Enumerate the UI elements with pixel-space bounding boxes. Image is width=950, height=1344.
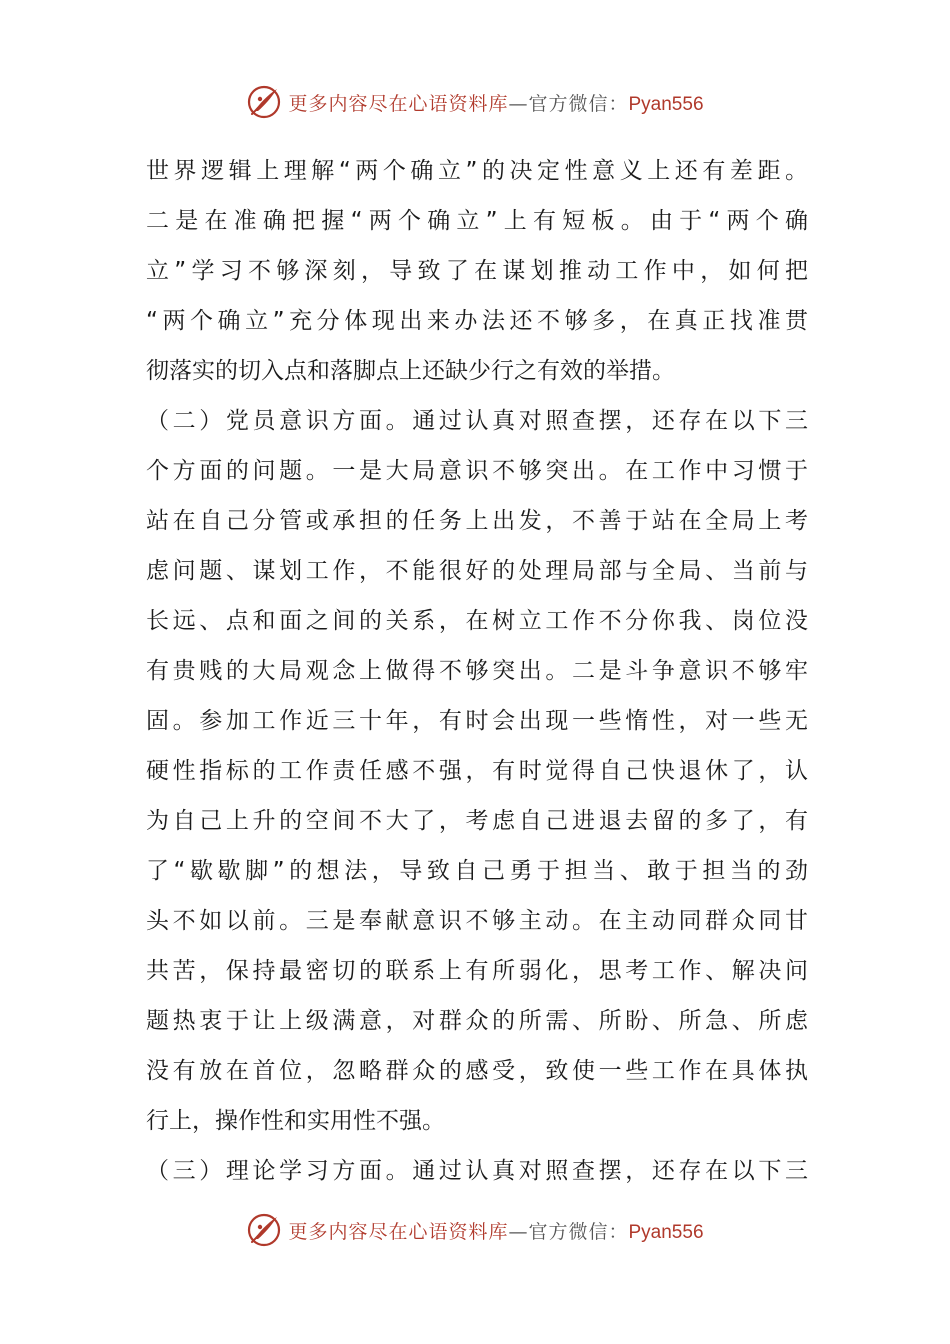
header-wechat-label: 官方微信： [528,92,629,115]
document-line: （三）理论学习方面。通过认真对照查摆，还存在以下三 [146,1158,808,1184]
document-line: 共苦，保持最密切的联系上有所弱化，思考工作、解决问 [146,958,808,984]
header-wechat-id: Pyan556 [628,93,704,115]
document-line: 虑问题、谋划工作，不能很好的处理局部与全局、当前与 [146,558,808,584]
document-line: 立”学习不够深刻，导致了在谋划推动工作中，如何把 [146,258,808,284]
footer-wechat-id: Pyan556 [628,1221,704,1243]
footer-banner-text [288,1217,703,1244]
footer-dash: — [508,1220,529,1243]
document-line: 硬性指标的工作责任感不强，有时觉得自己快退休了，认 [146,758,808,784]
document-line: 头不如以前。三是奉献意识不够主动。在主动同群众同甘 [146,908,808,934]
page-footer [0,1208,950,1252]
document-line: 世界逻辑上理解“两个确立”的决定性意义上还有差距。 [146,158,808,184]
document-line: 固。参加工作近三十年，有时会出现一些惰性，对一些无 [146,708,808,734]
header-banner-text [288,89,703,116]
quill-logo-icon [246,1212,282,1248]
header-site-text: 更多内容尽在心语资料库 [288,92,509,115]
document-line: 题热衷于让上级满意，对群众的所需、所盼、所急、所虑 [146,1008,808,1034]
footer-wechat-label: 官方微信： [528,1220,629,1243]
document-line: 彻落实的切入点和落脚点上还缺少行之有效的举措。 [146,358,675,384]
document-line: 有贵贱的大局观念上做得不够突出。二是斗争意识不够牢 [146,658,808,684]
page-header [0,80,950,124]
document-line: 个方面的问题。一是大局意识不够突出。在工作中习惯于 [146,458,808,484]
document-body [146,146,808,1196]
document-line: 二是在准确把握“两个确立”上有短板。由于“两个确 [146,208,808,234]
document-line: 为自己上升的空间不大了，考虑自己进退去留的多了，有 [146,808,808,834]
document-line: （二）党员意识方面。通过认真对照查摆，还存在以下三 [146,408,808,434]
document-line: 站在自己分管或承担的任务上出发，不善于站在全局上考 [146,508,808,534]
document-line: 长远、点和面之间的关系，在树立工作不分你我、岗位没 [146,608,808,634]
quill-logo-icon [246,84,282,120]
document-line: 了“歇歇脚”的想法，导致自己勇于担当、敢于担当的劲 [146,858,808,884]
footer-site-text: 更多内容尽在心语资料库 [288,1220,509,1243]
document-line: “两个确立”充分体现出来办法还不够多，在真正找准贯 [146,308,808,334]
header-dash: — [508,92,529,115]
document-line: 没有放在首位，忽略群众的感受，致使一些工作在具体执 [146,1058,808,1084]
document-line: 行上，操作性和实用性不强。 [146,1108,445,1134]
